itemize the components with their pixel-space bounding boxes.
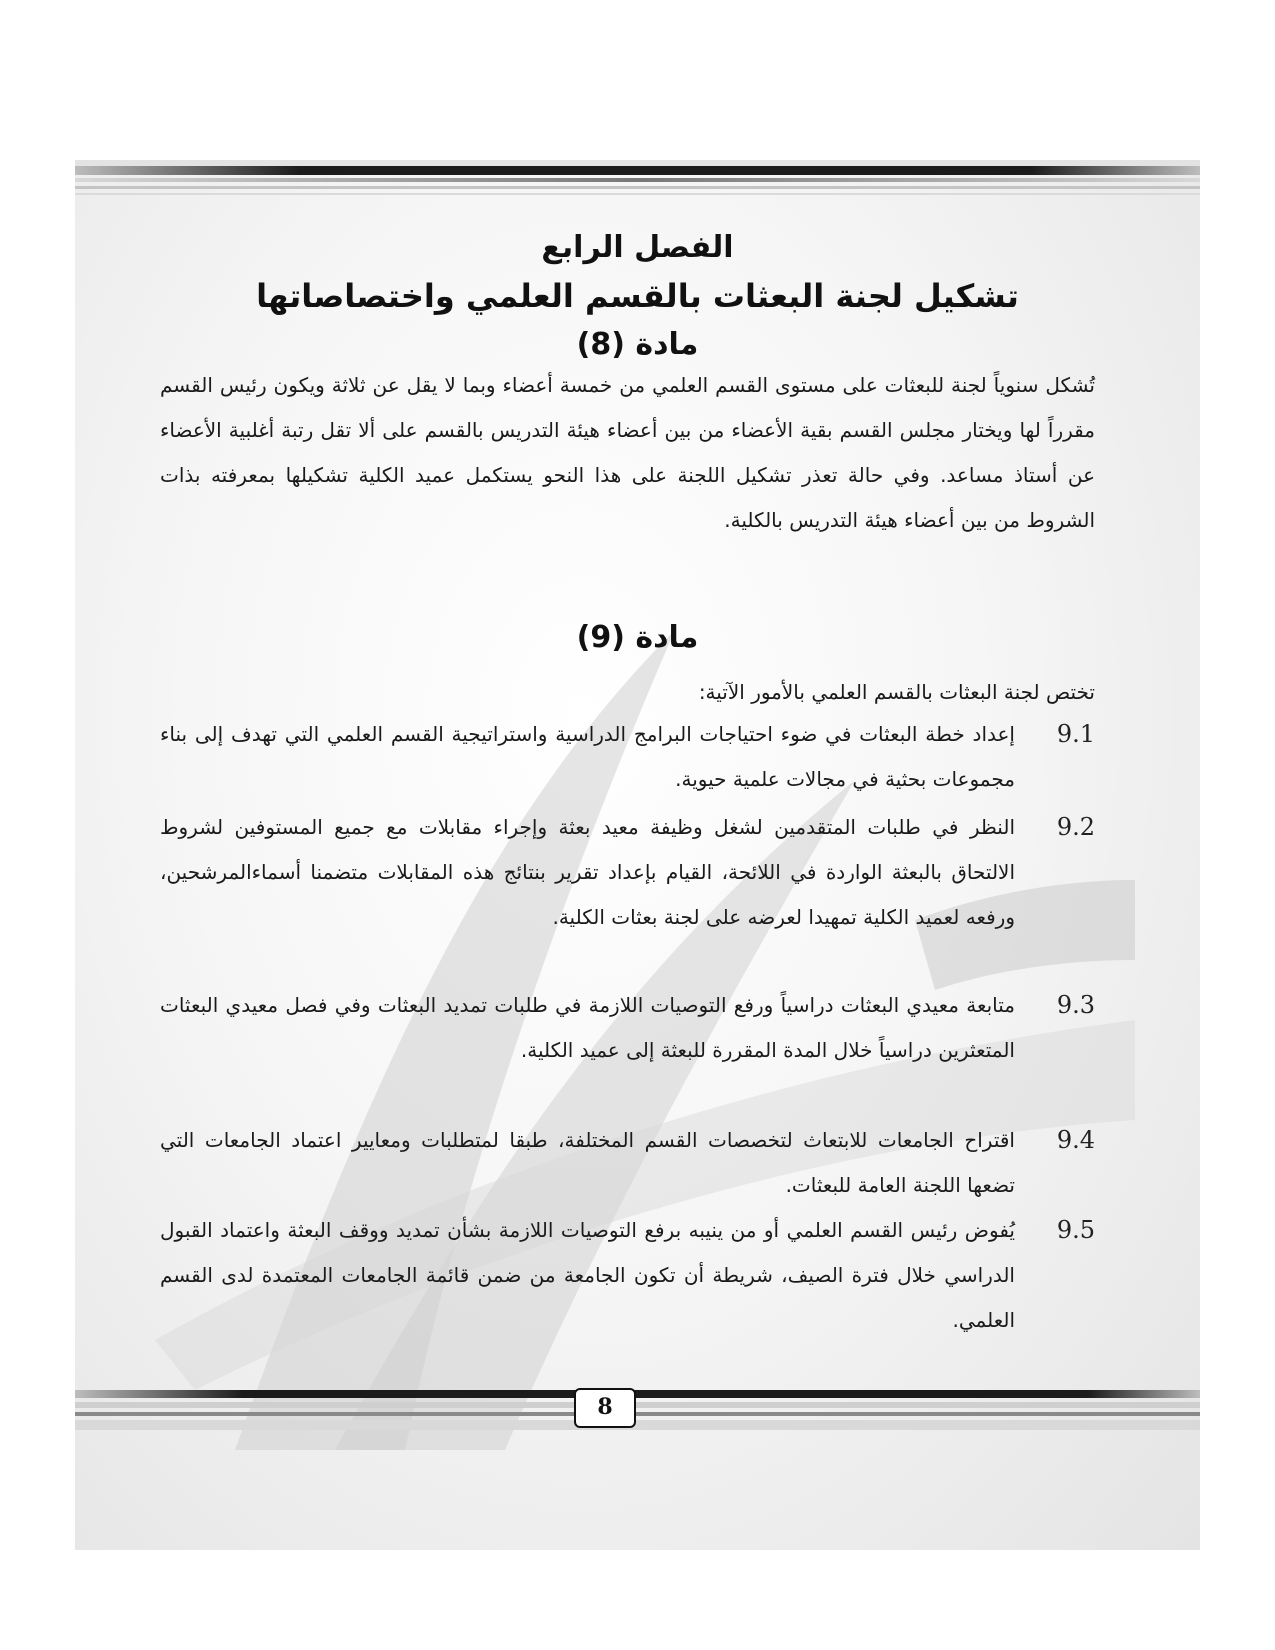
item-number: 9.4 (1056, 1126, 1095, 1154)
item-text: النظر في طلبات المتقدمين لشغل وظيفة معيد بعثة وإجراء مقابلات مع جميع المستوفين لشروط الالتحاق بالبعثة الواردة في اللائحة، القيام بإعداد تقرير بنتائج هذه المقابلات متضمنا أسماءالمرشحين، ورفعه لعميد الكلية تمهيدا لعرضه على لجنة بعثات الكلية. (160, 815, 1015, 929)
item-number: 9.5 (1056, 1216, 1095, 1244)
item-number: 9.2 (1056, 813, 1095, 841)
item-text: متابعة معيدي البعثات دراسياً ورفع التوصيات اللازمة في طلبات تمديد البعثات وفي فصل معيدي البعثات المتعثرين دراسياً خلال المدة المقررة للبعثة إلى عميد الكلية. (160, 993, 1015, 1062)
article-8-text: تُشكل سنوياً لجنة للبعثات على مستوى القسم العلمي من خمسة أعضاء وبما لا يقل عن ثلاثة ويكون رئيس القسم مقرراً لها ويختار مجلس القسم بقية الأعضاء من بين أعضاء هيئة التدريس بالقسم على ألا تقل رتبة أغلبية الأعضاء عن أستاذ مساعد. وفي حالة تعذر تشكيل اللجنة على هذا النحو يستكمل عميد الكلية تشكيلها بمعرفته بذات الشروط من بين أعضاء هيئة التدريس بالكلية. (160, 373, 1095, 532)
article-9-heading: مادة (9) (576, 620, 699, 655)
document-body (75, 160, 1200, 1550)
item-number: 9.1 (1056, 720, 1095, 748)
footer-stripes (75, 1388, 1200, 1448)
chapter-title: تشكيل لجنة البعثات بالقسم العلمي واختصاصاتها (256, 277, 1019, 315)
chapter-label: الفصل الرابع (541, 230, 734, 265)
item-text: إعداد خطة البعثات في ضوء احتياجات البرامج الدراسية واستراتيجية القسم العلمي التي تهدف إلى بناء مجموعات بحثية في مجالات علمية حيوية. (160, 722, 1015, 791)
article-9-intro: تختص لجنة البعثات بالقسم العلمي بالأمور الآتية: (698, 680, 1095, 704)
item-text: اقتراح الجامعات للابتعاث لتخصصات القسم المختلفة، طبقا لمتطلبات ومعايير اعتماد الجامعات التي تضعها اللجنة العامة للبعثات. (160, 1128, 1015, 1197)
page-number: 8 (574, 1388, 636, 1428)
item-text: يُفوض رئيس القسم العلمي أو من ينيبه برفع التوصيات اللازمة بشأن تمديد ووقف البعثة واعتماد القبول الدراسي خلال فترة الصيف، شريطة أن تكون الجامعة من ضمن قائمة الجامعات المعتمدة لدى القسم العلمي. (160, 1218, 1015, 1332)
article-8-heading: مادة (8) (576, 327, 699, 362)
item-number: 9.3 (1056, 991, 1095, 1019)
page-panel (75, 160, 1200, 1550)
